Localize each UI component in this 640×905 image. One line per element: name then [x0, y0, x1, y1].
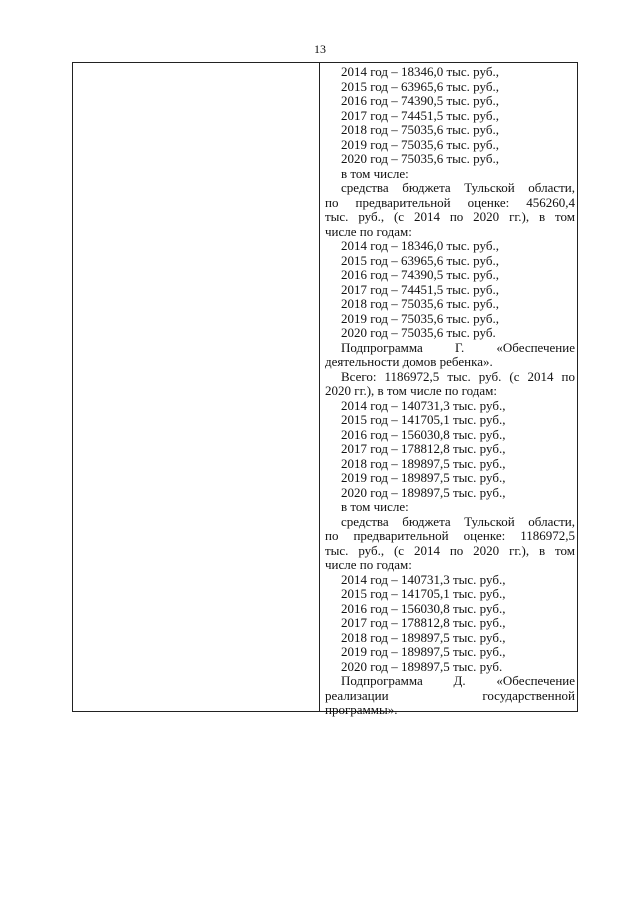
text-line: 2017 год – 74451,5 тыс. руб., [341, 107, 499, 123]
page-number: 13 [314, 42, 326, 56]
text-line: 2018 год – 189897,5 тыс. руб., [341, 455, 506, 471]
text-line: 2020 год – 75035,6 тыс. руб. [341, 325, 496, 340]
text-line: 2020 год – 189897,5 тыс. руб., [341, 484, 506, 500]
text-line: числе по годам: [325, 223, 412, 239]
text-line: 2014 год – 18346,0 тыс. руб., [341, 238, 499, 253]
text-line: 2018 год – 189897,5 тыс. руб., [341, 629, 506, 645]
text-line: 2014 год – 140731,3 тыс. руб., [341, 397, 506, 413]
text-line: 2017 год – 178812,8 тыс. руб., [341, 441, 506, 456]
text-line: 2016 год – 74390,5 тыс. руб., [341, 267, 499, 282]
text-line: Подпрограмма Г. «Обеспечение [341, 339, 575, 355]
text-line: средства бюджета Тульской области, [341, 513, 575, 529]
column-divider [319, 63, 320, 711]
text-line: тыс. руб., (с 2014 по 2020 гг.), в том [325, 209, 575, 224]
content-table [72, 62, 578, 717]
text-line: 2019 год – 75035,6 тыс. руб., [341, 136, 499, 152]
text-line: 2014 год – 140731,3 тыс. руб., [341, 571, 506, 587]
text-line: 2020 гг.), в том числе по годам: [325, 383, 497, 398]
text-line: по предварительной оценке: 456260,4 [325, 194, 575, 210]
text-line: 2020 год – 75035,6 тыс. руб., [341, 151, 499, 166]
table-right-cell [325, 65, 575, 718]
text-line: реализации государственной [325, 687, 575, 703]
text-line: в том числе: [341, 165, 409, 181]
text-line: 2015 год – 141705,1 тыс. руб., [341, 412, 506, 427]
text-line: в том числе: [341, 499, 409, 514]
text-line: 2019 год – 189897,5 тыс. руб., [341, 644, 506, 659]
text-line: 2016 год – 74390,5 тыс. руб., [341, 93, 499, 108]
text-line: 2014 год – 18346,0 тыс. руб., [341, 64, 499, 79]
text-line: по предварительной оценке: 1186972,5 [325, 528, 575, 543]
text-line: деятельности домов ребенка». [325, 354, 493, 369]
text-line: числе по годам: [325, 557, 412, 572]
text-line: 2020 год – 189897,5 тыс. руб. [341, 658, 503, 674]
text-line: 2016 год – 156030,8 тыс. руб., [341, 600, 506, 616]
text-line: 2015 год – 63965,6 тыс. руб., [341, 78, 499, 94]
text-line: 2017 год – 178812,8 тыс. руб., [341, 615, 506, 630]
text-line: 2017 год – 74451,5 тыс. руб., [341, 281, 499, 297]
text-line: средства бюджета Тульской области, [341, 180, 575, 195]
text-line: Подпрограмма Д. «Обеспечение [341, 673, 575, 688]
text-line: программы». [325, 702, 398, 717]
text-line: 2015 год – 141705,1 тыс. руб., [341, 586, 506, 601]
text-line: 2018 год – 75035,6 тыс. руб., [341, 296, 499, 311]
text-line: Всего: 1186972,5 тыс. руб. (с 2014 по [341, 368, 575, 384]
text-line: 2015 год – 63965,6 тыс. руб., [341, 252, 499, 268]
text-line: 2019 год – 75035,6 тыс. руб., [341, 310, 499, 326]
text-line: 2016 год – 156030,8 тыс. руб., [341, 426, 506, 442]
text-line: 2019 год – 189897,5 тыс. руб., [341, 470, 506, 485]
table-left-cell [73, 63, 319, 711]
text-line: тыс. руб., (с 2014 по 2020 гг.), в том [325, 542, 575, 558]
text-line: 2018 год – 75035,6 тыс. руб., [341, 122, 499, 137]
